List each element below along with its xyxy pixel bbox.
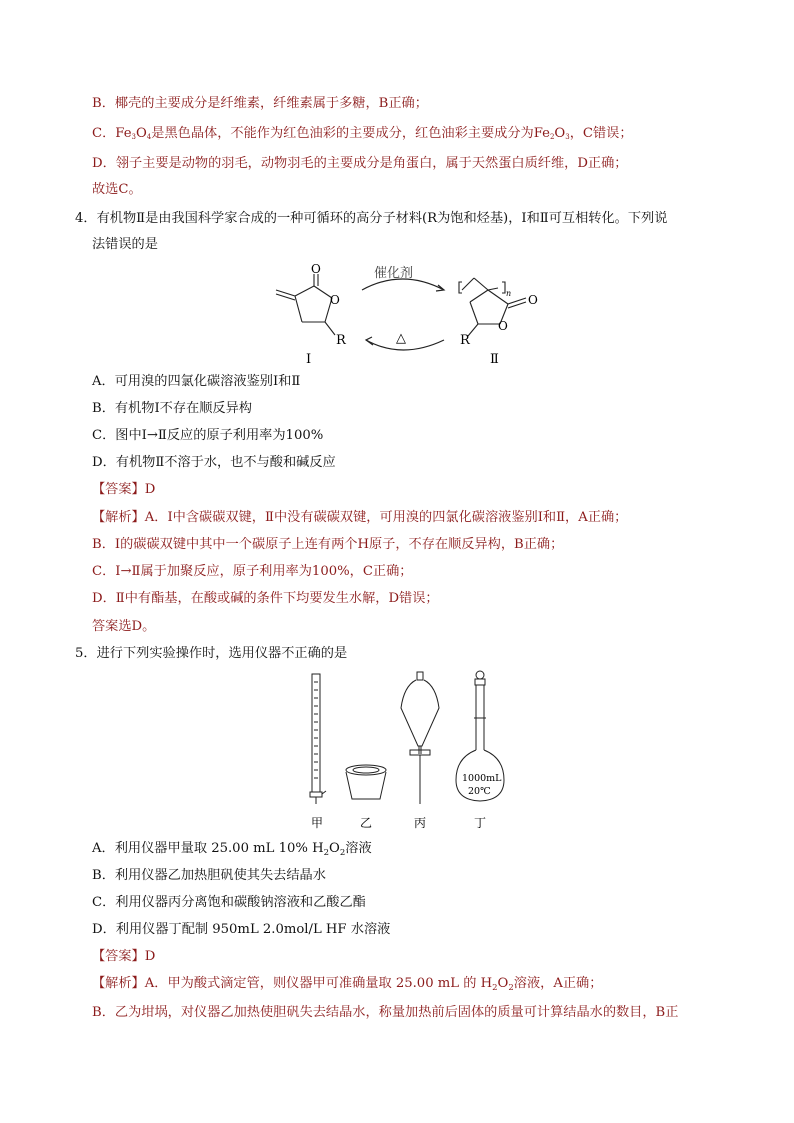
label-bing: 丙 (414, 816, 427, 830)
prev-answer-c: C．Fe3O4是黑色晶体，不能作为红色油彩的主要成分，红色油彩主要成分为Fe2O3，C错误； (92, 126, 633, 141)
q5-answer: 【答案】D (92, 949, 156, 964)
q4-stem-line2: 法错误的是 (92, 237, 158, 252)
q4-stem-line1: 4．有机物Ⅱ是由我国科学家合成的一种可循环的高分子材料(R为饱和烃基)，Ⅰ和Ⅱ可互相转化。下列说 (75, 211, 668, 226)
q4-analysis-a: 【解析】A．Ⅰ中含碳碳双键，Ⅱ中没有碳碳双键，可用溴的四氯化碳溶液鉴别Ⅰ和Ⅱ，A正确； (92, 510, 628, 525)
flask-volume-label: 1000mL (462, 773, 502, 784)
q4-analysis-conclusion: 答案选D。 (92, 619, 156, 634)
prev-answer-d: D．翎子主要是动物的羽毛，动物羽毛的主要成分是角蛋白，属于天然蛋白质纤维，D正确； (92, 156, 628, 171)
label-jia: 甲 (311, 816, 324, 830)
q5-option-c: C．利用仪器丙分离饱和碳酸钠溶液和乙酸乙酯 (92, 895, 366, 910)
label-ding: 丁 (474, 816, 487, 830)
molecule-1-label: Ⅰ (306, 352, 312, 367)
q5-analysis-b: B．乙为坩埚，对仪器乙加热使胆矾失去结晶水，称量加热前后固体的质量可计算结晶水的数目，B正 (92, 1005, 679, 1020)
q5-option-d: D．利用仪器丁配制 950mL 2.0mol/L HF 水溶液 (92, 922, 391, 937)
q4-option-d: D．有机物Ⅱ不溶于水，也不与酸和碱反应 (92, 455, 336, 470)
molecule-2-carbonyl-o: O (528, 293, 538, 307)
label-yi: 乙 (360, 816, 373, 830)
q4-analysis-b: B．Ⅰ的碳碳双键中其中一个碳原子上连有两个H原子，不存在顺反异构，B正确； (92, 537, 564, 552)
q4-analysis-c: C．Ⅰ→Ⅱ属于加聚反应，原子利用率为100%，C正确； (92, 564, 413, 579)
q4-answer: 【答案】D (92, 482, 156, 497)
q4-analysis-d: D．Ⅱ中有酯基，在酸或碱的条件下均要发生水解，D错误； (92, 591, 439, 606)
molecule-2-n: n (506, 289, 512, 298)
q4-option-c: C．图中Ⅰ→Ⅱ反应的原子利用率为100% (92, 428, 324, 443)
q5-analysis-a: 【解析】A．甲为酸式滴定管，则仪器甲可准确量取 25.00 mL 的 $H_2O_2$溶液，A正确； (92, 976, 603, 993)
flask-temp-label: 20℃ (468, 786, 491, 797)
molecule-1-carbonyl-o: O (311, 262, 321, 276)
molecule-1-r: R (336, 333, 346, 348)
burette (310, 674, 326, 804)
prev-answer-b: B．椰壳的主要成分是纤维素，纤维素属于多糖，B正确； (92, 96, 428, 111)
molecule-1-ring-o: O (330, 293, 340, 307)
q4-option-b: B．有机物Ⅰ不存在顺反异构 (92, 401, 252, 416)
q5-option-a: A．利用仪器甲量取 25.00 mL 10% $H_2O_2$溶液 (92, 841, 372, 858)
molecule-2-label: Ⅱ (490, 352, 499, 367)
molecule-1-structure (276, 274, 335, 335)
catalyst-label: 催化剂 (374, 266, 414, 281)
q4-option-a: A．可用溴的四氯化碳溶液鉴别Ⅰ和Ⅱ (92, 374, 301, 389)
molecule-2-r: R (460, 333, 470, 348)
molecule-2-structure (459, 278, 526, 336)
q5-stem: 5．进行下列实验操作时，选用仪器不正确的是 (75, 646, 348, 661)
q5-option-b: B．利用仪器乙加热胆矾使其失去结晶水 (92, 868, 326, 883)
crucible (346, 765, 386, 799)
prev-answer-conclusion: 故选C。 (92, 182, 142, 197)
separatory-funnel (401, 672, 439, 804)
heat-label: △ (396, 331, 406, 346)
q4-reaction-diagram (262, 260, 562, 370)
molecule-2-ring-o: O (498, 319, 508, 333)
q5-apparatus-diagram (300, 668, 520, 833)
